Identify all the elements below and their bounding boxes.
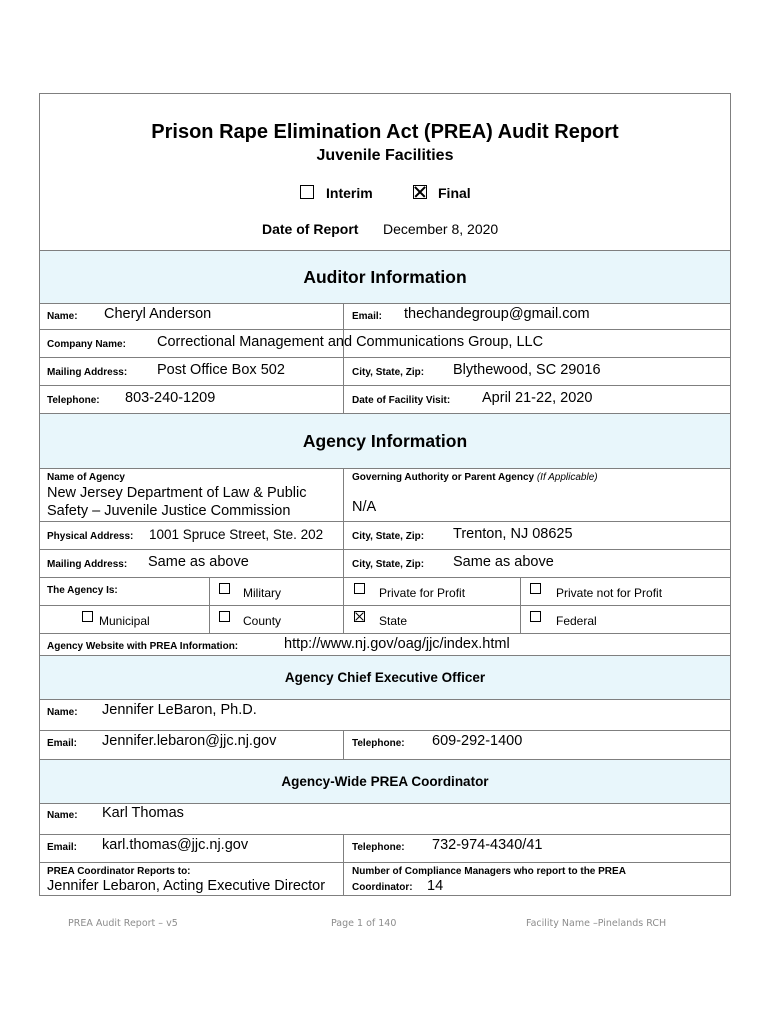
- governing-authority-value: N/A: [352, 499, 377, 515]
- military-checkbox[interactable]: [219, 583, 230, 594]
- facility-visit-label: Date of Facility Visit:: [352, 395, 451, 406]
- ceo-email-value: Jennifer.lebaron@jjc.nj.gov: [102, 733, 277, 749]
- coordinator-section-title: Agency-Wide PREA Coordinator: [281, 774, 489, 789]
- divider: [40, 633, 730, 634]
- divider: [40, 385, 730, 386]
- governing-authority-text: Governing Authority or Parent Agency: [352, 472, 535, 483]
- divider: [40, 549, 730, 550]
- divider: [40, 357, 730, 358]
- auditor-section-header: [40, 250, 730, 304]
- ceo-email-label: Email:: [47, 738, 78, 749]
- footer-left: PREA Audit Report – v5: [68, 918, 178, 929]
- date-of-report-value: December 8, 2020: [383, 221, 499, 237]
- agency-type-label: The Agency Is:: [47, 585, 118, 596]
- coordinator-email-label: Email:: [47, 842, 78, 853]
- private-for-profit-checkbox[interactable]: [354, 583, 365, 594]
- report-subtitle: Juvenile Facilities: [316, 147, 454, 164]
- federal-label: Federal: [556, 614, 597, 628]
- agency-mailing-label: Mailing Address:: [47, 559, 128, 570]
- auditor-name-label: Name:: [47, 311, 78, 322]
- coordinator-telephone-value: 732-974-4340/41: [432, 837, 543, 853]
- agency-section-title: Agency Information: [302, 430, 468, 451]
- coordinator-name-label: Name:: [47, 810, 78, 821]
- agency-city-value: Trenton, NJ 08625: [453, 526, 573, 542]
- state-checkbox[interactable]: [354, 611, 365, 622]
- agency-website-value[interactable]: http://www.nj.gov/oag/jjc/index.html: [284, 636, 510, 652]
- federal-checkbox[interactable]: [530, 611, 541, 622]
- ceo-telephone-label: Telephone:: [352, 738, 405, 749]
- footer-page-number: Page 1 of 140: [331, 918, 397, 929]
- auditor-email-value: thechandegroup@gmail.com: [404, 306, 590, 322]
- agency-name-label: Name of Agency: [47, 472, 125, 483]
- ceo-section-title: Agency Chief Executive Officer: [284, 670, 486, 685]
- auditor-telephone-label: Telephone:: [47, 395, 100, 406]
- divider: [40, 329, 730, 330]
- divider: [40, 834, 730, 835]
- divider: [343, 834, 344, 896]
- private-not-for-profit-label: Private not for Profit: [556, 586, 663, 600]
- report-form: [39, 93, 731, 896]
- divider: [40, 521, 730, 522]
- agency-name-line1: New Jersey Department of Law & Public: [47, 485, 307, 501]
- divider: [40, 730, 730, 731]
- agency-website-label: Agency Website with PREA Information:: [47, 641, 239, 652]
- divider: [209, 577, 210, 633]
- footer-facility-name: Facility Name –Pinelands RCH: [526, 918, 667, 929]
- auditor-city-value: Blythewood, SC 29016: [453, 362, 601, 378]
- municipal-label: Municipal: [99, 614, 150, 628]
- physical-address-value: 1001 Spruce Street, Ste. 202: [149, 527, 324, 542]
- company-name-label: Company Name:: [47, 339, 126, 350]
- agency-section-header: [40, 413, 730, 469]
- auditor-mailing-label: Mailing Address:: [47, 367, 128, 378]
- interim-checkbox[interactable]: [300, 185, 314, 199]
- county-label: County: [243, 614, 282, 628]
- divider: [343, 303, 344, 413]
- municipal-checkbox[interactable]: [82, 611, 93, 622]
- military-label: Military: [243, 586, 281, 600]
- coordinator-email-value: karl.thomas@jjc.nj.gov: [102, 837, 249, 853]
- divider: [40, 577, 730, 578]
- county-checkbox[interactable]: [219, 611, 230, 622]
- compliance-managers-label-line2: Coordinator:: [352, 882, 413, 893]
- ceo-name-label: Name:: [47, 707, 78, 718]
- date-of-report-label: Date of Report: [262, 221, 359, 237]
- final-checkbox[interactable]: [413, 185, 427, 199]
- divider: [40, 862, 730, 863]
- report-title: Prison Rape Elimination Act (PREA) Audit Report: [151, 121, 619, 143]
- auditor-section-title: Auditor Information: [303, 266, 467, 287]
- ceo-name-value: Jennifer LeBaron, Ph.D.: [102, 702, 257, 718]
- reports-to-label: PREA Coordinator Reports to:: [47, 866, 191, 877]
- auditor-telephone-value: 803-240-1209: [125, 390, 216, 406]
- facility-visit-value: April 21-22, 2020: [482, 390, 593, 406]
- physical-address-label: Physical Address:: [47, 531, 134, 542]
- divider: [40, 605, 730, 606]
- coordinator-section-header: [40, 759, 730, 804]
- auditor-mailing-value: Post Office Box 502: [157, 362, 285, 378]
- ceo-section-header: [40, 655, 730, 700]
- governing-authority-note: (If Applicable): [536, 472, 598, 483]
- compliance-managers-value: 14: [427, 878, 444, 894]
- interim-label: Interim: [326, 185, 373, 201]
- reports-to-value: Jennifer Lebaron, Acting Executive Director: [47, 878, 326, 894]
- private-not-for-profit-checkbox[interactable]: [530, 583, 541, 594]
- agency-mailing-value: Same as above: [148, 554, 249, 570]
- compliance-managers-label-line1: Number of Compliance Managers who report to the PREA: [352, 866, 626, 877]
- final-label: Final: [438, 185, 471, 201]
- agency-mailing-city-value: Same as above: [453, 554, 554, 570]
- agency-name-line2: Safety – Juvenile Justice Commission: [47, 503, 291, 519]
- agency-city-label: City, State, Zip:: [352, 531, 425, 542]
- divider: [343, 469, 344, 633]
- auditor-city-label: City, State, Zip:: [352, 367, 425, 378]
- state-label: State: [379, 614, 408, 628]
- agency-mailing-city-label: City, State, Zip:: [352, 559, 425, 570]
- divider: [343, 730, 344, 759]
- auditor-name-value: Cheryl Anderson: [104, 306, 212, 322]
- private-for-profit-label: Private for Profit: [379, 586, 466, 600]
- company-name-value: Correctional Management and Communications Group, LLC: [157, 334, 544, 350]
- auditor-email-label: Email:: [352, 311, 383, 322]
- ceo-telephone-value: 609-292-1400: [432, 733, 523, 749]
- coordinator-telephone-label: Telephone:: [352, 842, 405, 853]
- coordinator-name-value: Karl Thomas: [102, 805, 184, 821]
- divider: [520, 577, 521, 633]
- governing-authority-label: [352, 472, 598, 483]
